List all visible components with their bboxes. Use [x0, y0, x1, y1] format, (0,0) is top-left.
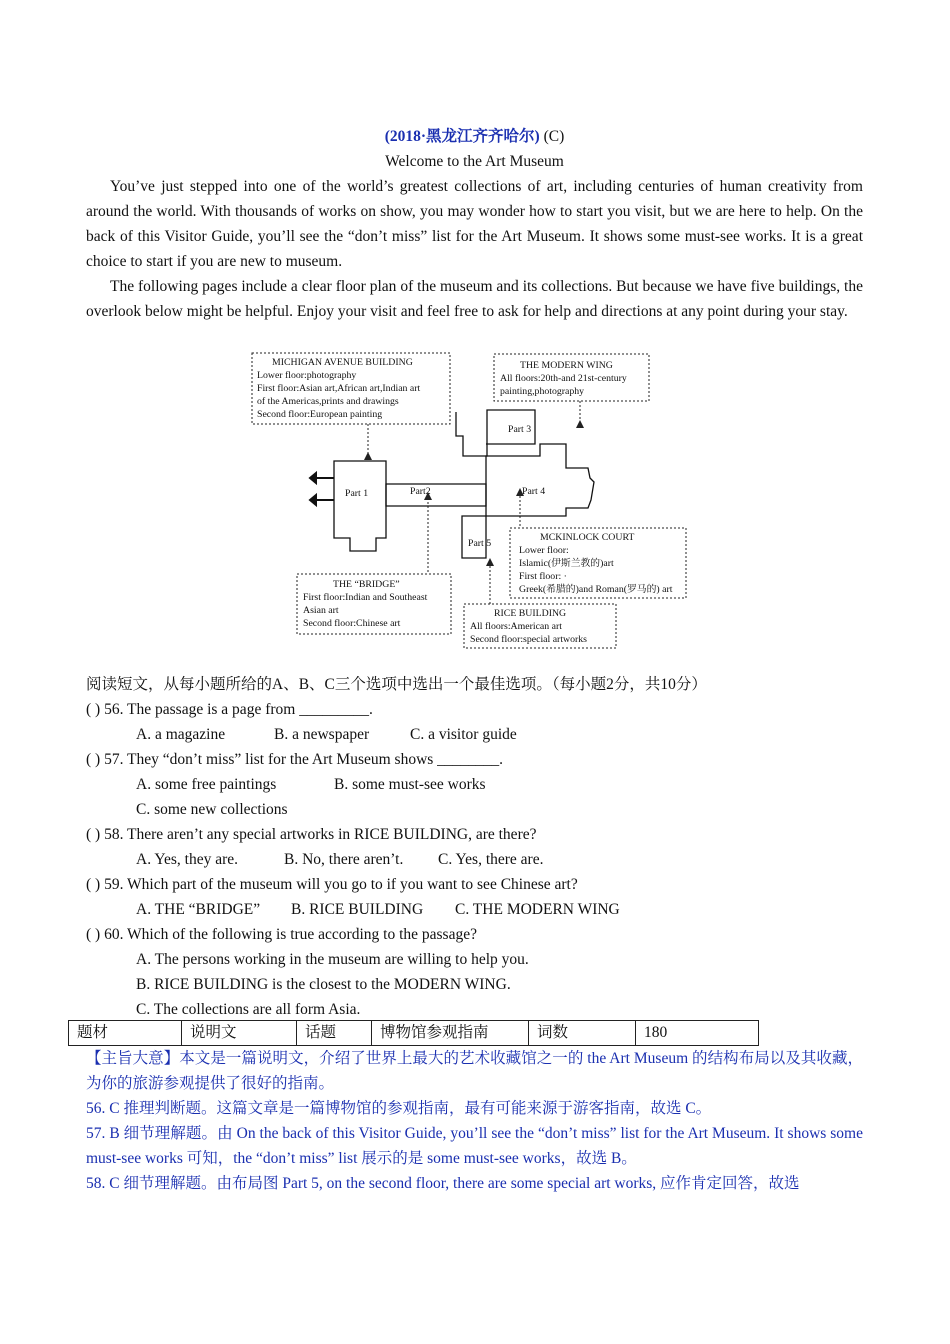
modern-title: THE MODERN WING — [520, 360, 613, 371]
question-57: ( ) 57. They “don’t miss” list for the Art Museum shows ________. — [86, 751, 504, 768]
passage-paragraph-1: You’ve just stepped into one of the world’s greatest collections of art, including centuries of human creativity from around the world. With thousands of works on show, you may wonder how to start you visit, but we are here to help. On the back of this Visitor Guide, you’ll see the “don’t miss” list for the Art Museum. It shows some must-see works. It is a great choice to start if you are new to museum. — [86, 178, 863, 270]
table-cell: 180 — [636, 1021, 759, 1046]
analysis-56: 56. C 推理判断题。这篇文章是一篇博物馆的参观指南，最有可能来源于游客指南，故选 C。 — [86, 1100, 712, 1117]
bridge-line-3: Second floor:Chinese art — [303, 618, 401, 629]
mckinlock-line-4: Greek(希腊的)and Roman(罗马的) art — [519, 584, 673, 595]
option: B. a newspaper — [274, 726, 370, 743]
michigan-line-1: Lower floor:photography — [257, 370, 357, 381]
analysis-58: 58. C 细节理解题。由布局图 Part 5, on the second floor, there are some special art works, 应作肯定回答，故选 — [86, 1175, 800, 1192]
analysis-57: 57. B 细节理解题。由 On the back of this Visitor Guide, you’ll see the “don’t miss” list for the Art Museum. It shows some must-see works 可知，the “don’t miss” list 展示的是 some must-see works，故选 B。 — [86, 1125, 863, 1167]
question-59: ( ) 59. Which part of the museum will you go to if you want to see Chinese art? — [86, 876, 578, 893]
question-56: ( ) 56. The passage is a page from _________. — [86, 701, 373, 718]
mckinlock-line-1: Lower floor: — [519, 545, 569, 556]
passage-paragraph-2: The following pages include a clear floor plan of the museum and its collections. But because we have five buildings, the overlook below might be helpful. Enjoy your visit and feel free to ask for help and directions at any point during your stay. — [86, 278, 863, 320]
michigan-line-4: Second floor:European painting — [257, 409, 383, 420]
mckinlock-line-3: First floor: · — [519, 571, 567, 582]
michigan-title: MICHIGAN AVENUE BUILDING — [272, 357, 413, 368]
passage-title: Welcome to the Art Museum — [385, 153, 564, 170]
question-56-options — [86, 722, 876, 747]
rice-line-2: Second floor:special artworks — [470, 634, 587, 645]
section-label: (C) — [539, 128, 565, 145]
bridge-line-2: Asian art — [303, 605, 339, 616]
question-58-options — [86, 847, 876, 872]
part-1-label: Part 1 — [345, 488, 369, 499]
table-cell: 话题 — [297, 1021, 372, 1046]
option: C. a visitor guide — [410, 726, 517, 743]
question-57-options — [86, 772, 876, 797]
modern-line-1: All floors:20th-and 21st-century — [500, 373, 627, 384]
part-4-label: Part 4 — [522, 486, 546, 497]
option: C. THE MODERN WING — [455, 901, 620, 918]
analysis-summary: 【主旨大意】本文是一篇说明文，介绍了世界上最大的艺术收藏馆之一的 the Art Museum 的结构布局以及其收藏，为你的旅游参观提供了很好的指南。 — [86, 1050, 863, 1092]
questions-section — [86, 672, 876, 1022]
table-cell: 博物馆参观指南 — [372, 1021, 529, 1046]
source-tag: (2018·黑龙江齐齐哈尔) — [384, 128, 540, 145]
question-57-options-2 — [86, 797, 876, 822]
question-60-option-b: B. RICE BUILDING is the closest to the MODERN WING. — [136, 976, 511, 993]
mckinlock-line-2: Islamic(伊斯兰教的)art — [519, 558, 614, 569]
part-3-label: Part 3 — [508, 424, 532, 435]
question-58: ( ) 58. There aren’t any special artworks in RICE BUILDING, are there? — [86, 826, 537, 843]
rice-line-1: All floors:American art — [470, 621, 562, 632]
info-table — [68, 1020, 759, 1046]
option: C. Yes, there are. — [438, 851, 544, 868]
table-cell: 题材 — [69, 1021, 182, 1046]
analysis-section — [86, 1046, 863, 1196]
option: A. a magazine — [136, 726, 226, 743]
table-cell: 词数 — [529, 1021, 636, 1046]
option: A. some free paintings — [136, 776, 277, 793]
bridge-title: THE “BRIDGE” — [333, 579, 400, 590]
table-row — [69, 1021, 759, 1046]
question-59-options — [86, 897, 876, 922]
modern-line-2: painting,photography — [500, 386, 585, 397]
document-body — [86, 124, 863, 324]
option: A. Yes, they are. — [136, 851, 239, 868]
source-line — [86, 124, 863, 149]
michigan-line-3: of the Americas,prints and drawings — [257, 396, 399, 407]
floor-plan-map — [250, 348, 694, 650]
question-60: ( ) 60. Which of the following is true according to the passage? — [86, 926, 477, 943]
table-cell: 说明文 — [182, 1021, 297, 1046]
part-2-label: Part2 — [410, 486, 431, 497]
question-60-option-c: C. The collections are all form Asia. — [136, 1001, 361, 1018]
option: C. some new collections — [136, 801, 288, 818]
option: A. THE “BRIDGE” — [136, 901, 261, 918]
entrance-arrows — [310, 473, 334, 505]
question-60-option-a: A. The persons working in the museum are willing to help you. — [136, 951, 529, 968]
mckinlock-title: MCKINLOCK COURT — [540, 532, 635, 543]
part-5-label: Part 5 — [468, 538, 492, 549]
floor-plan-figure — [250, 348, 694, 650]
option: B. No, there aren’t. — [284, 851, 404, 868]
option: B. RICE BUILDING — [291, 901, 424, 918]
rice-title: RICE BUILDING — [494, 608, 567, 619]
michigan-line-2: First floor:Asian art,African art,Indian art — [257, 383, 421, 394]
bridge-line-1: First floor:Indian and Southeast — [303, 592, 428, 603]
instructions: 阅读短文，从每小题所给的A、B、C三个选项中选出一个最佳选项。（每小题2分，共10分） — [86, 676, 707, 693]
option: B. some must-see works — [334, 776, 486, 793]
